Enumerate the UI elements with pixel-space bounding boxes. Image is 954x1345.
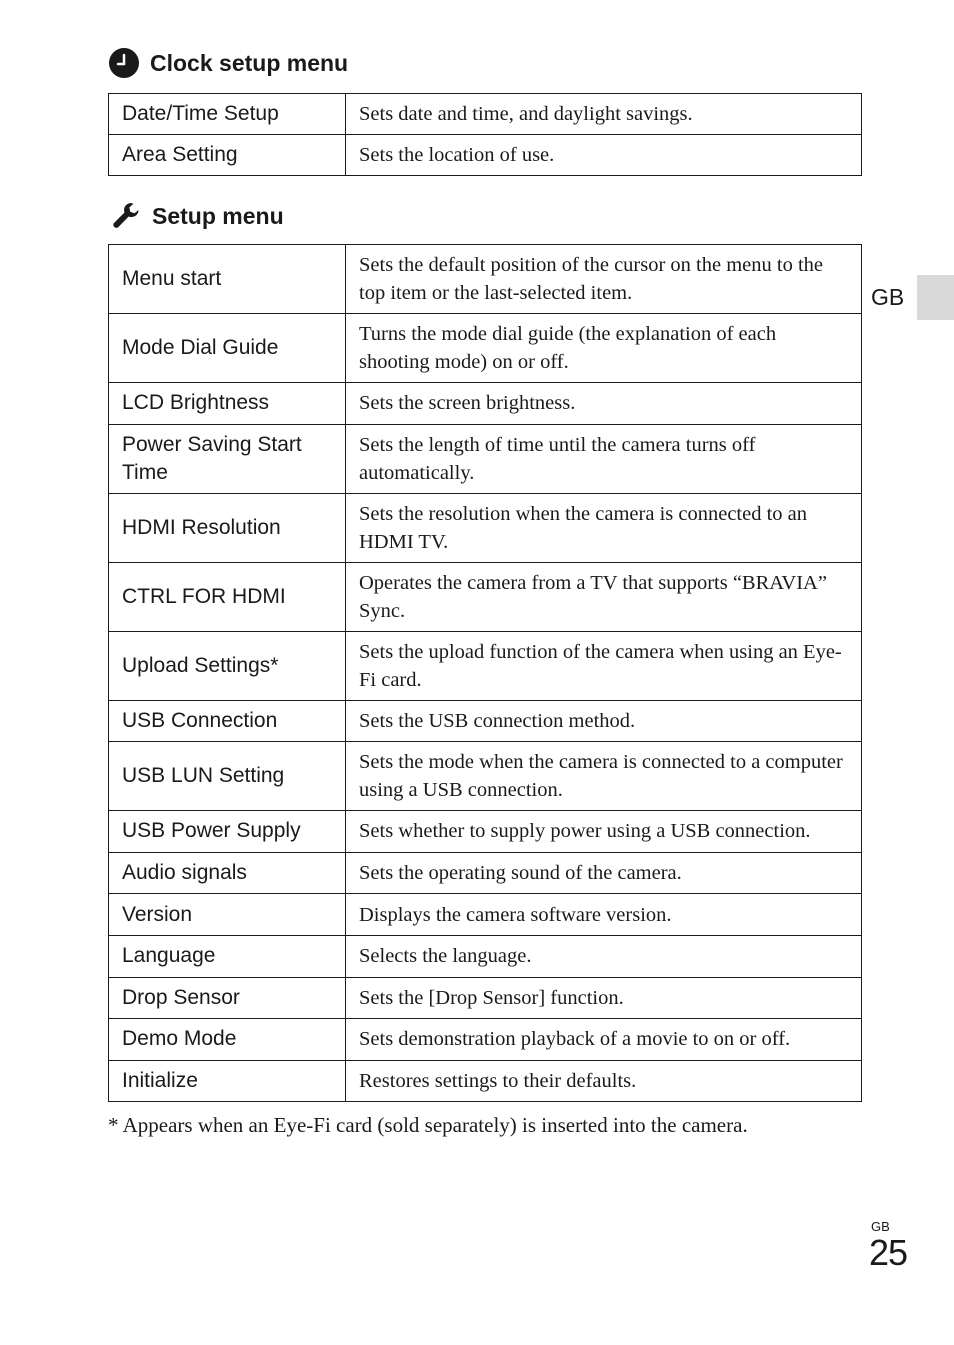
table-row	[109, 314, 862, 383]
table-row	[109, 1019, 862, 1061]
table-row	[109, 700, 862, 742]
section-tab-label: GB	[871, 284, 905, 310]
table-row	[109, 562, 862, 631]
table-row	[109, 135, 862, 176]
menu-item-name: Initialize	[109, 1060, 346, 1102]
menu-item-description: Sets the USB connection method.	[346, 700, 862, 742]
menu-item-name: Drop Sensor	[109, 977, 346, 1019]
table-row	[109, 631, 862, 700]
menu-item-name: Area Setting	[109, 135, 346, 176]
table-row	[109, 94, 862, 135]
table-row	[109, 977, 862, 1019]
menu-item-description: Sets date and time, and daylight savings.	[346, 94, 862, 135]
table-row	[109, 383, 862, 425]
menu-item-description: Selects the language.	[346, 935, 862, 977]
footnote: * Appears when an Eye-Fi card (sold separately) is inserted into the camera.	[108, 1113, 748, 1137]
menu-item-name: LCD Brightness	[109, 383, 346, 425]
menu-item-description: Turns the mode dial guide (the explanation of each shooting mode) on or off.	[346, 314, 862, 383]
menu-item-description: Sets whether to supply power using a USB connection.	[346, 811, 862, 853]
menu-item-description: Displays the camera software version.	[346, 894, 862, 936]
menu-item-name: Mode Dial Guide	[109, 314, 346, 383]
menu-item-description: Sets the default position of the cursor on the menu to the top item or the last-selected item.	[346, 245, 862, 314]
menu-item-name: Version	[109, 894, 346, 936]
menu-item-name: Demo Mode	[109, 1019, 346, 1061]
table-row	[109, 1060, 862, 1102]
menu-item-description: Sets the mode when the camera is connected to a computer using a USB connection.	[346, 742, 862, 811]
table-row	[109, 493, 862, 562]
menu-item-description: Sets the [Drop Sensor] function.	[346, 977, 862, 1019]
menu-item-name: Upload Settings*	[109, 631, 346, 700]
menu-item-name: Menu start	[109, 245, 346, 314]
table-row	[109, 424, 862, 493]
menu-item-name: Language	[109, 935, 346, 977]
section-tab	[917, 275, 954, 320]
menu-item-name: Date/Time Setup	[109, 94, 346, 135]
page-language-code: GB	[871, 1219, 890, 1234]
table-row	[109, 245, 862, 314]
menu-item-description: Sets the screen brightness.	[346, 383, 862, 425]
page-number: 25	[869, 1232, 908, 1273]
menu-item-name: CTRL FOR HDMI	[109, 562, 346, 631]
table-row	[109, 894, 862, 936]
wrench-icon	[110, 200, 142, 232]
menu-item-description: Sets the location of use.	[346, 135, 862, 176]
setup-menu-table	[108, 244, 862, 1102]
menu-item-name: Power Saving Start Time	[109, 424, 346, 493]
clock-setup-title: Clock setup menu	[150, 49, 349, 76]
menu-item-name: USB Connection	[109, 700, 346, 742]
menu-item-description: Sets the resolution when the camera is connected to an HDMI TV.	[346, 493, 862, 562]
menu-item-description: Sets demonstration playback of a movie to on or off.	[346, 1019, 862, 1061]
menu-item-name: Audio signals	[109, 852, 346, 894]
setup-menu-heading	[110, 200, 284, 232]
menu-item-description: Restores settings to their defaults.	[346, 1060, 862, 1102]
menu-item-name: USB LUN Setting	[109, 742, 346, 811]
menu-item-name: USB Power Supply	[109, 811, 346, 853]
table-row	[109, 852, 862, 894]
menu-item-description: Operates the camera from a TV that supports “BRAVIA” Sync.	[346, 562, 862, 631]
setup-menu-title: Setup menu	[152, 202, 284, 229]
clock-setup-heading	[108, 47, 348, 79]
table-row	[109, 811, 862, 853]
table-row	[109, 935, 862, 977]
menu-item-description: Sets the length of time until the camera turns off automatically.	[346, 424, 862, 493]
menu-item-name: HDMI Resolution	[109, 493, 346, 562]
clock-icon	[108, 47, 140, 79]
table-row	[109, 742, 862, 811]
clock-setup-table	[108, 93, 862, 176]
menu-item-description: Sets the operating sound of the camera.	[346, 852, 862, 894]
menu-item-description: Sets the upload function of the camera when using an Eye-Fi card.	[346, 631, 862, 700]
